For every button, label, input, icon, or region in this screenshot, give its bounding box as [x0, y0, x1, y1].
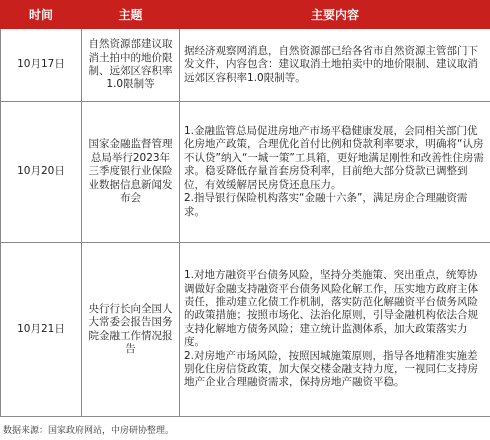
- row-content: 据经济观察网消息，自然资源部已给各省市自然资源主管部门下发文件，内容包含：建议取消土地拍卖中的地价限制、建议取消远郊区容积率1.0限制等。: [180, 29, 490, 102]
- table-row: [1, 102, 490, 243]
- row-date: 10月17日: [1, 29, 82, 102]
- header-topic: 主题: [82, 1, 180, 29]
- row-date: 10月20日: [1, 102, 82, 243]
- row-content: 1.金融监管总局促进房地产市场平稳健康发展，会同相关部门优化房地产政策，合理优化首付比例和贷款利率要求，明确将“认房不认贷”纳入“一城一策”工具箱，更好地满足刚性和改善性住房需求。稳妥降低存量首套房贷利率，目前绝大部分贷款已调整到位，有效缓解居民房贷还息压力。 2.指导银行保险机构落实“金融十六条”，满足房企合理融资需求。: [180, 102, 490, 243]
- row-topic: 国家金融监督管理总局举行2023年三季度银行业保险业数据信息新闻发布会: [82, 102, 180, 243]
- table-row: [1, 29, 490, 102]
- row-topic: 自然资源部建议取消土拍中的地价限制、远郊区容积率1.0限制等: [82, 29, 180, 102]
- header-date: 时间: [1, 1, 82, 29]
- table-row: [1, 243, 490, 417]
- table-header-row: [1, 1, 490, 29]
- row-date: 10月21日: [1, 243, 82, 417]
- header-content: 主要内容: [180, 1, 490, 29]
- row-topic: 央行行长向全国人大常委会报告国务院金融工作情况报告: [82, 243, 180, 417]
- source-note: 数据来源：国家政府网站，中房研协整理。: [3, 426, 175, 436]
- row-content: 1.对地方融资平台债务风险，坚持分类施策、突出重点，统筹协调做好金融支持融资平台债务风险化解工作，压实地方政府主体责任，推动建立化债工作机制，落实防范化解融资平台债务风险的政策措施；按照市场化、法治化原则，引导金融机构依法合规支持化解地方债务风险；建立统计监测体系，加大政策落实力度。 2.对房地产市场风险，按照因城施策原则，指导各地精准实施差别化住房信贷政策，加大保交楼金融支持力度，一视同仁支持房地产企业合理融资需求，保持房地产融资平稳。: [180, 243, 490, 417]
